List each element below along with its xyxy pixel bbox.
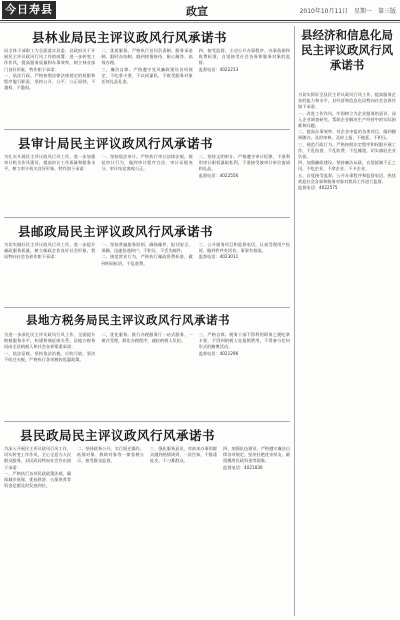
hotline: 监督电话：4022213 bbox=[198, 66, 239, 72]
paragraph: 二、坚持政务公开，实行阳光操作，低保对象、救助对象等一律张榜公示，接受群众监督。 bbox=[77, 446, 144, 464]
article-headline: 县民政局民主评议政风行风承诺书 bbox=[20, 428, 216, 443]
paragraph: 一、依法征税。坚持依法治税，应收尽收，坚决不收过头税，严格执行各项税收优惠政策。 bbox=[4, 350, 96, 362]
paragraph: 四、加强队伍建设，严格遵守廉洁自律各项规定，坚决杜绝优亲厚友、截留挪用民政资金等现象。 bbox=[223, 446, 290, 464]
article-divider bbox=[4, 421, 290, 422]
article-headline: 县林业局民主评议政风行风承诺书 bbox=[32, 30, 228, 45]
article-economy-it bbox=[298, 26, 396, 616]
hotline: 监督电话：4021296 bbox=[198, 350, 239, 356]
article-postal bbox=[4, 220, 290, 306]
masthead bbox=[0, 0, 400, 22]
article-body bbox=[298, 92, 396, 612]
paragraph: 一、严格执行各项民政政策法规，确保城乡低保、优抚救济、五保供养等资金足额及时发放到位。 bbox=[4, 470, 71, 489]
paragraph: 为扎实开展民主评议政风行风工作，进一步加强审计机关作风建设，提高审计工作质量和服务水平，树立审计机关良好形象，特作如下承诺： bbox=[4, 154, 96, 172]
article-body bbox=[4, 154, 290, 216]
newspaper-logo: 今日寿县 bbox=[2, 1, 56, 19]
paragraph: 一、坚持依法审计。严格执行审计法律法规，规范审计行为，做到审计程序合法、审计证据充分、审计结论客观公正。 bbox=[101, 154, 193, 172]
article-headline: 县经济和信息化局民主评议政风行风承诺书 bbox=[301, 28, 393, 72]
paragraph: 二、优化服务。推行办税服务厅一站式服务、一窗式受理，简化办税程序，减轻纳税人负担。 bbox=[101, 332, 193, 344]
hotline: 监督电话：4022556 bbox=[198, 172, 239, 178]
issue-weekday: 星期一 bbox=[354, 8, 373, 15]
paragraph: 为切实做好民主评议政风行风工作，进一步提升邮政服务质量，树立邮政企业良好社会形象，我局特向社会各界作如下承诺： bbox=[4, 242, 96, 260]
article-body bbox=[4, 332, 290, 420]
paragraph: 为深入开展民主评议政风行风工作，切实转变工作作风，全心全意为人民群众服务，县民政局特向社会作出如下承诺： bbox=[4, 446, 71, 470]
article-headline: 县邮政局民主评议政风行风承诺书 bbox=[18, 224, 214, 239]
paragraph: 局全体干部职工为全面落实县委、县政府关于开展民主评议政风行风工作的部署，进一步转变工作作风，提高服务质量和办事效率，树立林业部门良好形象，特作如下承诺： bbox=[4, 48, 96, 72]
paragraph: 三、规范行政行为。严格按照法定程序和权限开展工作，不乱检查、不乱收费、不乱摊派，切实减轻企业负担。 bbox=[298, 141, 396, 160]
section-title: 政宣 bbox=[186, 5, 208, 18]
paragraph: 二、坚持文明审计。严格遵守审计纪律，不准利用审计职权谋取私利，不准接受被审计单位宴请和礼品。 bbox=[198, 154, 290, 172]
paragraph: 五、自觉接受监督。公开办事程序和监督电话，热忱欢迎社会各界和服务对象对我局工作进行监督。 bbox=[298, 172, 396, 184]
article-body bbox=[4, 242, 290, 306]
paragraph: 四、加强廉政建设。坚持廉洁从政，自觉抵制不正之风，不吃企业、不拿企业、不卡企业。 bbox=[298, 160, 396, 172]
paragraph: 一、坚持普遍服务原则，确保邮件、报刊安全、准确、迅速投递到户，不积压、不丢失邮件。 bbox=[101, 242, 193, 254]
hotline: 监督电话：4022575 bbox=[298, 185, 338, 191]
masthead-rule-thin bbox=[0, 22, 400, 23]
paragraph: 一、改进工作作风。牢固树立为企业服务的意识，深入企业调查研究，帮助企业解决生产经营中的实际困难和问题。 bbox=[298, 110, 396, 129]
column-divider bbox=[294, 26, 295, 616]
article-audit bbox=[4, 132, 290, 216]
article-divider bbox=[4, 307, 290, 308]
article-body bbox=[4, 446, 290, 616]
paragraph: 二、优质服务。严格执行首问负责制、服务承诺制、限时办结制，做到热情接待、耐心解答、高效办理。 bbox=[101, 48, 193, 66]
article-civil-affairs bbox=[4, 424, 290, 616]
article-forestry bbox=[4, 26, 290, 128]
paragraph: 为进一步深化民主评议政风行风工作，全面提升纳税服务水平，构建和谐征纳关系，县地方税务局向全县纳税人和社会各界郑重承诺： bbox=[4, 332, 96, 350]
paragraph: 三、强化服务意识，对前来办事的群众做到热情周到、一次告知，不推诿扯皮，不刁难群众。 bbox=[150, 446, 217, 464]
hotline: 监督电话：4023011 bbox=[198, 254, 239, 260]
paragraph: 三、廉洁自律。严格遵守党风廉政建设各项规定，不吃拿卡要，不以权谋私，不收受服务对象任何礼品礼金。 bbox=[101, 66, 193, 85]
paragraph: 四、接受监督。主动公开办事程序、办事依据和收费标准，自觉接受社会各界和服务对象的监督。 bbox=[198, 48, 290, 66]
paragraph: 二、提高办事效率。对企业申报的各类项目，做到随到随办，及时审核、及时上报，不拖延、不积压。 bbox=[298, 129, 396, 141]
hotline: 监督电话：4021830 bbox=[223, 464, 263, 470]
paragraph: 一、依法行政。严格按照法律法规规定的权限和程序履行职责，坚持公开、公平、公正原则，不越权、不滥权。 bbox=[4, 72, 96, 91]
article-headline: 县地方税务局民主评议政风行风承诺书 bbox=[26, 313, 230, 327]
article-divider bbox=[4, 217, 290, 218]
article-headline: 县审计局民主评议政风行风承诺书 bbox=[18, 136, 214, 151]
article-divider bbox=[4, 129, 290, 130]
paragraph: 二、规范营业行为，严格执行邮政资费标准，做到明码标价，不乱收费。 bbox=[101, 254, 193, 266]
paragraph: 为切实抓好全县民主评议政风行风工作，提高服务企业的能力和水平，县经济和信息化局特向社会各界作如下承诺： bbox=[298, 92, 396, 110]
masthead-rule bbox=[0, 20, 400, 21]
issue-info bbox=[296, 6, 396, 15]
page-number: 第三版 bbox=[377, 8, 396, 15]
paragraph: 三、严格自律。税务干部不得利用职务之便吃拿卡要，不得到纳税人处报销费用，不得参与任何形式的赌博活动。 bbox=[198, 332, 290, 350]
article-local-tax bbox=[4, 310, 290, 420]
issue-date: 2010年10月11日 bbox=[299, 8, 349, 15]
paragraph: 三、公开服务项目和监督电话，认真受理用户投诉，做到件件有回音、事事有着落。 bbox=[198, 242, 290, 254]
article-body bbox=[4, 48, 290, 128]
